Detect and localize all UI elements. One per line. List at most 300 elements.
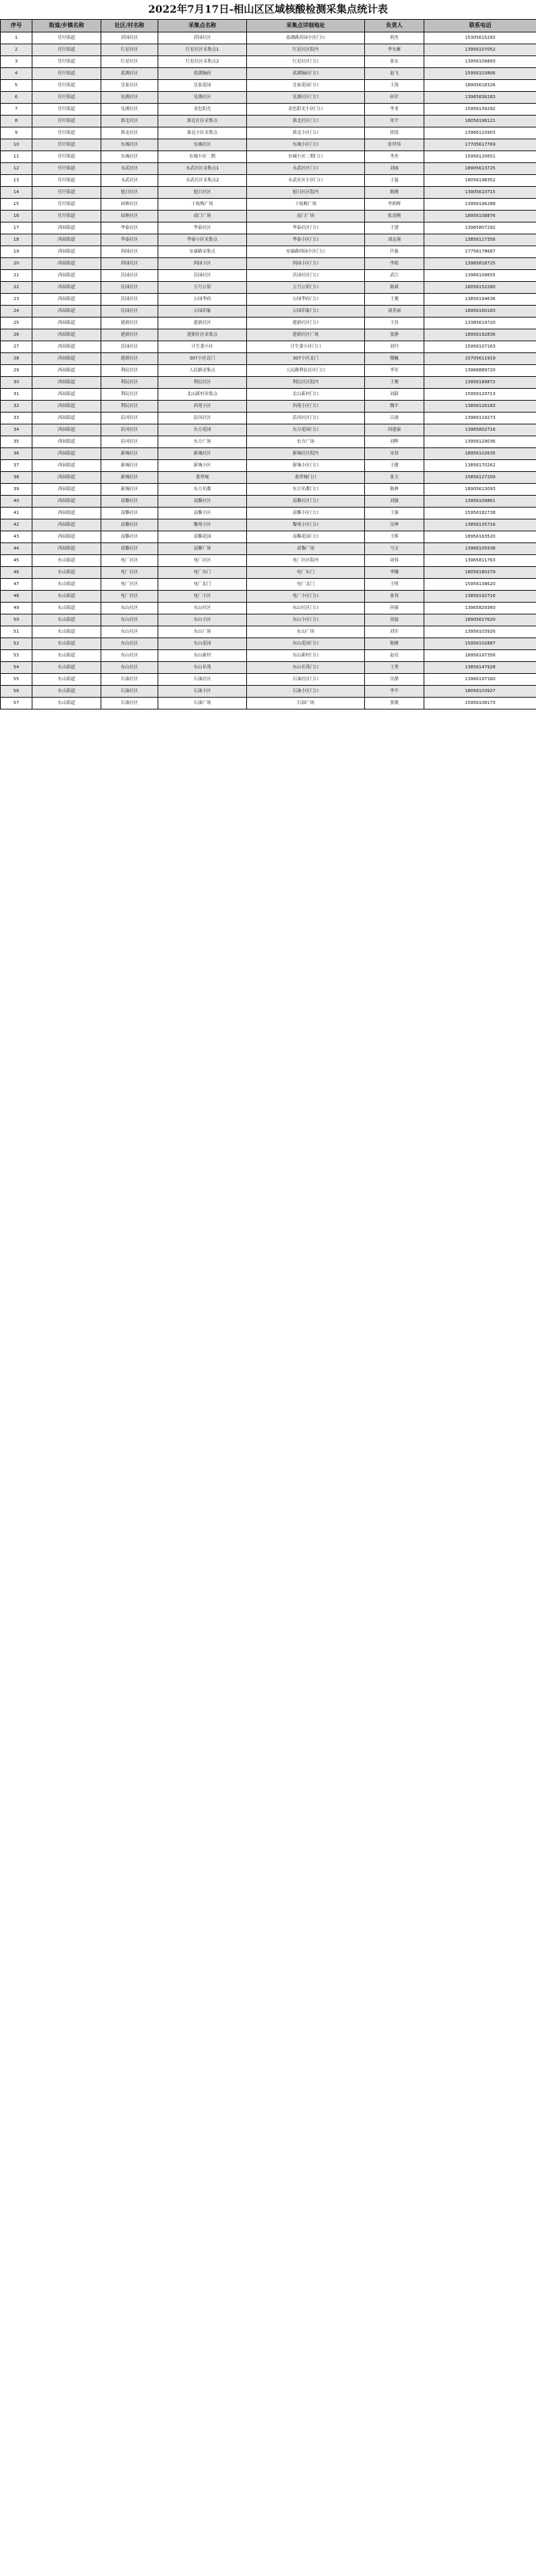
cell-manager: 陈斌 [365, 282, 424, 294]
cell-phone: 15956129713 [424, 389, 536, 401]
cell-site-address: 电厂北门 [247, 579, 365, 591]
cell-manager: 王俊 [365, 377, 424, 389]
cell-index: 24 [1, 306, 32, 318]
table-row [1, 615, 536, 626]
cell-index: 43 [1, 531, 32, 543]
cell-community: 东山社区 [101, 603, 158, 615]
cell-street: 西园街道 [32, 389, 101, 401]
cell-site-address: 石油社区门口 [247, 674, 365, 686]
cell-manager: 王勇 [365, 662, 424, 674]
cell-site-address: 星湖社区门口 [247, 92, 365, 104]
cell-phone: 17756178687 [424, 246, 536, 258]
cell-community: 华泰社区 [101, 223, 158, 234]
cell-index: 15 [1, 199, 32, 211]
cell-street: 西园街道 [32, 306, 101, 318]
table-row [1, 246, 536, 258]
cell-community: 新城社区 [101, 472, 158, 484]
cell-site-name: 南黎花园 [158, 531, 247, 543]
collection-points-table [0, 19, 536, 710]
table-row [1, 662, 536, 674]
cell-index: 28 [1, 353, 32, 365]
cell-community: 沃园社区 [101, 341, 158, 353]
table-row [1, 472, 536, 484]
cell-manager: 刘志强 [365, 234, 424, 246]
cell-community: 东山社区 [101, 650, 158, 662]
table-row [1, 56, 536, 68]
cell-community: 皇家社区 [101, 80, 158, 92]
cell-street: 西园街道 [32, 353, 101, 365]
table-row [1, 389, 536, 401]
cell-manager: 周伟 [365, 555, 424, 567]
cell-site-address: 电厂社区院内 [247, 555, 365, 567]
cell-site-name: 东方广场 [158, 436, 247, 448]
cell-community: 淮北社区 [101, 127, 158, 139]
cell-index: 53 [1, 650, 32, 662]
cell-street: 西园街道 [32, 329, 101, 341]
cell-site-name: 沿河社区 [158, 413, 247, 424]
cell-street: 西园街道 [32, 234, 101, 246]
cell-community: 建新社区 [101, 318, 158, 329]
cell-manager: 王健 [365, 460, 424, 472]
cell-community: 石油社区 [101, 698, 158, 710]
cell-community: 华泰社区 [101, 234, 158, 246]
cell-community: 东山社区 [101, 615, 158, 626]
table-row [1, 104, 536, 116]
cell-street: 西园街道 [32, 531, 101, 543]
cell-manager: 陈刚 [365, 187, 424, 199]
cell-site-name: 东山花园 [158, 638, 247, 650]
cell-phone: 18905613093 [424, 484, 536, 496]
cell-site-name: 东山新村 [158, 650, 247, 662]
table-row [1, 603, 536, 615]
cell-site-name: 石油广场 [158, 698, 247, 710]
cell-phone: 13956109893 [424, 56, 536, 68]
cell-site-name: 人民路采集点 [158, 365, 247, 377]
cell-index: 20 [1, 258, 32, 270]
cell-manager: 李炳辉 [365, 199, 424, 211]
cell-site-address: 利民社区院内 [247, 377, 365, 389]
cell-site-name: 翡翠城 [158, 472, 247, 484]
cell-index: 6 [1, 92, 32, 104]
table-row [1, 44, 536, 56]
cell-manager: 吕波 [365, 413, 424, 424]
table-row [1, 116, 536, 127]
cell-street: 西园街道 [32, 460, 101, 472]
cell-phone: 15856127209 [424, 472, 536, 484]
cell-phone: 15956182738 [424, 508, 536, 519]
cell-community: 电厂社区 [101, 555, 158, 567]
table-row [1, 567, 536, 579]
cell-manager: 王俊 [365, 294, 424, 306]
cell-street: 东山街道 [32, 638, 101, 650]
cell-phone: 13966889720 [424, 365, 536, 377]
cell-street: 西园街道 [32, 270, 101, 282]
cell-phone: 18956160183 [424, 306, 536, 318]
cell-index: 13 [1, 175, 32, 187]
cell-manager: 宋伟 [365, 448, 424, 460]
cell-index: 27 [1, 341, 32, 353]
table-row [1, 151, 536, 163]
cell-manager: 陈林 [365, 484, 424, 496]
cell-street: 任圩街道 [32, 199, 101, 211]
cell-manager: 孙军 [365, 92, 424, 104]
cell-site-name: 公园华府 [158, 294, 247, 306]
cell-phone: 18956108876 [424, 211, 536, 223]
cell-community: 红星社区 [101, 44, 158, 56]
header-phone: 联系电话 [424, 20, 536, 32]
cell-index: 37 [1, 460, 32, 472]
cell-community: 园林社区 [101, 211, 158, 223]
cell-phone: 13966119273 [424, 413, 536, 424]
cell-site-address: 东方名都门口 [247, 484, 365, 496]
cell-site-address: 东方花园门口 [247, 424, 365, 436]
cell-site-address: 东山小区门口 [247, 615, 365, 626]
cell-index: 29 [1, 365, 32, 377]
table-row [1, 234, 536, 246]
cell-community: 东城社区 [101, 139, 158, 151]
cell-manager: 周磊 [365, 615, 424, 626]
cell-phone: 13956107052 [424, 44, 536, 56]
cell-community: 沿河社区 [101, 424, 158, 436]
cell-community: 电厂社区 [101, 567, 158, 579]
header-index: 序号 [1, 20, 32, 32]
cell-site-address: 人民路利民社区门口 [247, 365, 365, 377]
cell-street: 任圩街道 [32, 187, 101, 199]
cell-phone: 13956129036 [424, 436, 536, 448]
cell-community: 利民社区 [101, 401, 158, 413]
cell-site-address: 石油广场 [247, 698, 365, 710]
cell-street: 任圩街道 [32, 139, 101, 151]
cell-manager: 张静 [365, 329, 424, 341]
cell-community: 沿河社区 [101, 413, 158, 424]
cell-community: 沃园社区 [101, 306, 158, 318]
cell-site-address: 南黎广场 [247, 543, 365, 555]
cell-phone: 18056180279 [424, 567, 536, 579]
cell-index: 16 [1, 211, 32, 223]
cell-street: 任圩街道 [32, 116, 101, 127]
cell-community: 南黎社区 [101, 531, 158, 543]
cell-site-name: 东城社区 [158, 139, 247, 151]
cell-index: 30 [1, 377, 32, 389]
table-row [1, 413, 536, 424]
cell-index: 51 [1, 626, 32, 638]
cell-phone: 13965807292 [424, 223, 536, 234]
cell-community: 苏园社区 [101, 32, 158, 44]
cell-community: 星湖社区 [101, 104, 158, 116]
cell-site-name: 石油社区 [158, 674, 247, 686]
cell-site-address: 金色阳光小区门口 [247, 104, 365, 116]
cell-site-name: 华泰社区 [158, 223, 247, 234]
cell-site-name: 南黎小区 [158, 508, 247, 519]
cell-index: 12 [1, 163, 32, 175]
cell-site-name: 南黎广场 [158, 543, 247, 555]
cell-community: 利民社区 [101, 377, 158, 389]
table-row [1, 187, 536, 199]
cell-community: 蓝湖社区 [101, 68, 158, 80]
cell-index: 41 [1, 508, 32, 519]
cell-site-address: 北山新村门口 [247, 389, 365, 401]
cell-index: 1 [1, 32, 32, 44]
cell-index: 34 [1, 424, 32, 436]
cell-street: 任圩街道 [32, 68, 101, 80]
cell-phone: 13856126183 [424, 401, 536, 413]
cell-manager: 刘丹 [365, 341, 424, 353]
cell-index: 42 [1, 519, 32, 531]
cell-street: 任圩街道 [32, 80, 101, 92]
cell-site-name: 东山广场 [158, 626, 247, 638]
cell-manager: 胡杰 [365, 32, 424, 44]
cell-community: 建新社区 [101, 353, 158, 365]
cell-manager: 王明 [365, 579, 424, 591]
cell-site-address: 计生委小区门口 [247, 341, 365, 353]
cell-street: 东山街道 [32, 567, 101, 579]
cell-community: 西园社区 [101, 246, 158, 258]
cell-index: 17 [1, 223, 32, 234]
header-street: 街道/乡镇名称 [32, 20, 101, 32]
header-site-address: 采集点详细地址 [247, 20, 365, 32]
page [0, 0, 536, 710]
cell-site-name: 公园印象 [158, 306, 247, 318]
table-row [1, 258, 536, 270]
cell-site-address: 南门广场 [247, 211, 365, 223]
cell-phone: 13856194636 [424, 294, 536, 306]
cell-phone: 18956102635 [424, 448, 536, 460]
table-row [1, 92, 536, 104]
cell-index: 19 [1, 246, 32, 258]
cell-site-name: 电厂社区 [158, 555, 247, 567]
cell-phone: 15956139292 [424, 104, 536, 116]
cell-index: 7 [1, 104, 32, 116]
cell-site-name: 西园小区 [158, 258, 247, 270]
cell-site-name: 蓝湖翰府 [158, 68, 247, 80]
cell-site-address: 沿河社区门口 [247, 413, 365, 424]
cell-manager: 王辉 [365, 531, 424, 543]
cell-manager: 王建 [365, 223, 424, 234]
cell-street: 任圩街道 [32, 104, 101, 116]
cell-site-address: 公园印象门口 [247, 306, 365, 318]
cell-index: 38 [1, 472, 32, 484]
cell-site-address: 永武社区门口 [247, 163, 365, 175]
cell-site-address: 皇家花园门口 [247, 80, 365, 92]
cell-street: 西园街道 [32, 318, 101, 329]
cell-manager: 赵亮 [365, 650, 424, 662]
table-row [1, 591, 536, 603]
cell-community: 利民社区 [101, 365, 158, 377]
cell-phone: 13965829360 [424, 603, 536, 615]
cell-phone: 15956138620 [424, 579, 536, 591]
cell-phone: 18905613725 [424, 163, 536, 175]
table-row [1, 163, 536, 175]
cell-site-address: 蓝湖翰府门口 [247, 68, 365, 80]
cell-index: 49 [1, 603, 32, 615]
cell-site-address: 黎苑小区门口 [247, 519, 365, 531]
table-row [1, 377, 536, 389]
table-row [1, 341, 536, 353]
cell-index: 46 [1, 567, 32, 579]
cell-street: 东山街道 [32, 674, 101, 686]
cell-site-address: 建新社区门口 [247, 318, 365, 329]
table-row [1, 508, 536, 519]
cell-street: 东山街道 [32, 686, 101, 698]
cell-manager: 周建康 [365, 424, 424, 436]
cell-community: 电厂社区 [101, 591, 158, 603]
table-row [1, 223, 536, 234]
cell-site-address: 电厂东门 [247, 567, 365, 579]
cell-site-name: 东方花园 [158, 424, 247, 436]
cell-site-name: 石油小区 [158, 686, 247, 698]
cell-site-name: 南门广场 [158, 211, 247, 223]
cell-street: 西园街道 [32, 472, 101, 484]
cell-community: 东山社区 [101, 626, 158, 638]
cell-street: 西园街道 [32, 223, 101, 234]
table-row [1, 436, 536, 448]
cell-phone: 15956102887 [424, 638, 536, 650]
table-row [1, 519, 536, 531]
table-row [1, 365, 536, 377]
cell-community: 石油社区 [101, 686, 158, 698]
cell-phone: 18056196121 [424, 116, 536, 127]
cell-community: 红星社区 [101, 56, 158, 68]
cell-manager: 张世伟 [365, 139, 424, 151]
cell-phone: 15956108173 [424, 698, 536, 710]
cell-manager: 王佳 [365, 318, 424, 329]
cell-community: 西园社区 [101, 258, 158, 270]
cell-site-address: 红星社区门口 [247, 56, 365, 68]
cell-site-address: 安康路西园小区门口 [247, 246, 365, 258]
cell-street: 西园街道 [32, 377, 101, 389]
cell-street: 西园街道 [32, 282, 101, 294]
cell-manager: 王磊 [365, 175, 424, 187]
cell-street: 西园街道 [32, 436, 101, 448]
cell-index: 22 [1, 282, 32, 294]
cell-street: 任圩街道 [32, 175, 101, 187]
cell-phone: 13856170262 [424, 460, 536, 472]
cell-community: 沃园社区 [101, 282, 158, 294]
cell-phone: 13856117356 [424, 234, 536, 246]
cell-site-name: 苏园社区 [158, 32, 247, 44]
cell-phone: 18956192836 [424, 329, 536, 341]
cell-site-address: 东城小区二期门口 [247, 151, 365, 163]
cell-street: 西园街道 [32, 294, 101, 306]
cell-index: 2 [1, 44, 32, 56]
cell-site-name: 五号公馆 [158, 282, 247, 294]
cell-manager: 王强 [365, 508, 424, 519]
table-row [1, 127, 536, 139]
cell-phone: 18905618326 [424, 80, 536, 92]
cell-phone: 18956163520 [424, 531, 536, 543]
cell-phone: 13956189872 [424, 377, 536, 389]
cell-index: 35 [1, 436, 32, 448]
page-title: 2022年7月17日-相山区区域核酸检测采集点统计表 [148, 4, 388, 16]
table-row [1, 460, 536, 472]
cell-street: 西园街道 [32, 508, 101, 519]
table-row [1, 139, 536, 151]
table-row [1, 484, 536, 496]
cell-site-address: 公园华府门口 [247, 294, 365, 306]
cell-index: 57 [1, 698, 32, 710]
cell-site-name: 北山新村采集点 [158, 389, 247, 401]
cell-site-name: 红星社区采集点1 [158, 44, 247, 56]
cell-site-name: 利民社区 [158, 377, 247, 389]
cell-street: 西园街道 [32, 246, 101, 258]
cell-community: 东城社区 [101, 151, 158, 163]
cell-phone: 18905617620 [424, 615, 536, 626]
cell-index: 36 [1, 448, 32, 460]
cell-site-address: 新城小区门口 [247, 460, 365, 472]
cell-community: 东山社区 [101, 638, 158, 650]
cell-site-name: 红星社区采集点2 [158, 56, 247, 68]
cell-site-name: 电厂北门 [158, 579, 247, 591]
cell-manager: 李军 [365, 365, 424, 377]
cell-site-name: 永武社区采集点2 [158, 175, 247, 187]
cell-site-address: 翡翠城门口 [247, 472, 365, 484]
cell-street: 东山街道 [32, 591, 101, 603]
table-row [1, 424, 536, 436]
cell-street: 西园街道 [32, 484, 101, 496]
cell-street: 任圩街道 [32, 211, 101, 223]
cell-index: 11 [1, 151, 32, 163]
cell-street: 东山街道 [32, 603, 101, 615]
cell-site-address: 东方广场 [247, 436, 365, 448]
cell-site-name: 东方名都 [158, 484, 247, 496]
cell-site-address: 旭日社区院内 [247, 187, 365, 199]
cell-manager: 陈刚 [365, 638, 424, 650]
cell-phone: 13965818725 [424, 258, 536, 270]
cell-street: 东山街道 [32, 615, 101, 626]
cell-street: 西园街道 [32, 448, 101, 460]
cell-manager: 魏平 [365, 401, 424, 413]
cell-manager: 李亚 [365, 104, 424, 116]
cell-community: 沃园社区 [101, 270, 158, 282]
cell-community: 永武社区 [101, 163, 158, 175]
cell-phone: 13856147928 [424, 662, 536, 674]
cell-site-name: 计生委小区 [158, 341, 247, 353]
cell-site-name: 旭日社区 [158, 187, 247, 199]
cell-street: 西园街道 [32, 258, 101, 270]
cell-street: 西园街道 [32, 424, 101, 436]
cell-community: 沿河社区 [101, 436, 158, 448]
table-row [1, 270, 536, 282]
cell-index: 8 [1, 116, 32, 127]
header-community: 社区/村名称 [101, 20, 158, 32]
table-row [1, 555, 536, 567]
cell-manager: 李平 [365, 686, 424, 698]
cell-index: 10 [1, 139, 32, 151]
cell-site-name: 淮北社区采集点 [158, 116, 247, 127]
cell-manager: 李娜 [365, 567, 424, 579]
cell-manager: 张敏 [365, 698, 424, 710]
cell-manager: 张东 [365, 56, 424, 68]
cell-site-name: 皇家花园 [158, 80, 247, 92]
header-manager: 负责人 [365, 20, 424, 32]
cell-street: 东山街道 [32, 626, 101, 638]
cell-index: 14 [1, 187, 32, 199]
cell-index: 3 [1, 56, 32, 68]
cell-phone: 18056103927 [424, 686, 536, 698]
cell-site-name: 西苑小区 [158, 401, 247, 413]
cell-site-name: 十枝梅广场 [158, 199, 247, 211]
cell-site-name: 东山小区 [158, 615, 247, 626]
cell-manager: 张伟 [365, 591, 424, 603]
cell-site-name: 安康路采集点 [158, 246, 247, 258]
cell-site-address: 十枝梅广场 [247, 199, 365, 211]
table-row [1, 698, 536, 710]
cell-phone: 13956103926 [424, 626, 536, 638]
cell-phone: 13966109655 [424, 270, 536, 282]
table-row [1, 448, 536, 460]
table-row [1, 638, 536, 650]
cell-community: 淮北社区 [101, 116, 158, 127]
